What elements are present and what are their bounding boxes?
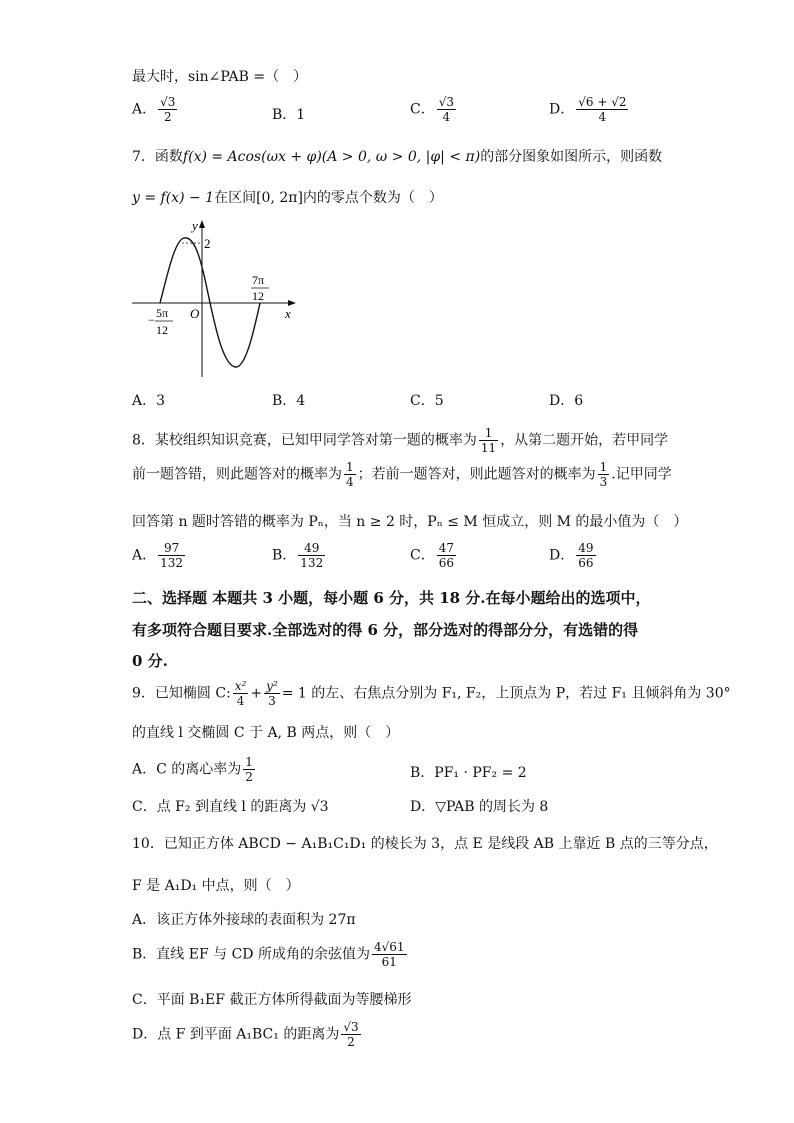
q7-line2: y = f(x) − 1在区间[0, 2π]内的零点个数为（ ） <box>132 190 443 206</box>
q8-line2: 前一题答错，则此题答对的概率为 $\frac{1}{4}$ ；若前一题答对，则此题答对的概率为 $\frac{1}{3}$ .记甲同学 <box>132 460 672 489</box>
q7-option-c: C．5 <box>410 393 444 409</box>
q6-option-b: B．1 <box>272 107 306 123</box>
q6-option-c: C． $\frac{√3}{4}$ <box>410 95 454 124</box>
q8-line3: 回答第 n 题时答错的概率为 Pₙ，当 n ≥ 2 时，Pₙ ≤ M 恒成立，则 M 的最小值为（ ） <box>132 514 688 530</box>
q6-tail-text: 最大时，sin∠PAB =（ ） <box>132 69 308 85</box>
q10-line1: 10．已知正方体 ABCD − A₁B₁C₁D₁ 的棱长为 3，点 E 是线段 AB 上靠近 B 点的三等分点， <box>132 836 718 852</box>
q7-option-d: D．6 <box>549 393 584 409</box>
q7-option-a: A．3 <box>132 393 166 409</box>
cosine-curve <box>160 238 260 367</box>
q8-option-d: D． $\frac{49}{66}$ <box>549 541 594 570</box>
right-tick-denominator: 12 <box>252 289 264 303</box>
q8-option-a: A． $\frac{97}{132}$ <box>132 541 184 570</box>
y-axis-label: y <box>192 218 198 233</box>
max-value-label: 2 <box>204 236 211 251</box>
q6-option-a: A． $\frac{√3}{2}$ <box>132 95 176 124</box>
left-tick-sign: − <box>148 313 155 327</box>
y-axis-arrow-icon <box>199 220 205 228</box>
q9-option-d: D．▽PAB 的周长为 8 <box>410 799 549 815</box>
q8-option-b: B． $\frac{49}{132}$ <box>272 541 324 570</box>
q10-option-c: C．平面 B₁EF 截正方体所得截面为等腰梯形 <box>132 992 412 1008</box>
section2-line2: 有多项符合题目要求.全部选对的得 6 分，部分选对的得部分分，有选错的得 <box>132 621 639 639</box>
left-tick-numerator: 5π <box>156 306 169 320</box>
left-tick-denominator: 12 <box>156 323 168 337</box>
section2-line3: 0 分. <box>132 652 168 670</box>
q9-line2: 的直线 l 交椭圆 C 于 A, B 两点，则（ ） <box>132 725 400 741</box>
q8-option-c: C． $\frac{47}{66}$ <box>410 541 454 570</box>
q9-line1: 9．已知椭圆 C: $\frac{\text{x²}}{4}$ + $\frac{\text{y²}}{3}$ = 1 的左、右焦点分别为 F₁, F₂，上顶点为 P，若过 F₁ 且倾斜角为 30° <box>132 679 731 708</box>
q7-option-b: B．4 <box>272 393 306 409</box>
x-axis-label: x <box>285 306 291 321</box>
origin-label: O <box>190 306 200 321</box>
q10-line2: F 是 A₁D₁ 中点，则（ ） <box>132 878 300 894</box>
q9-option-b: B．PF₁ · PF₂ = 2 <box>410 765 527 781</box>
right-tick-numerator: 7π <box>252 273 265 287</box>
q9-option-c: C．点 F₂ 到直线 l 的距离为 √3 <box>132 799 329 815</box>
q7-graph <box>130 212 310 382</box>
q6-option-d: D． $\frac{√6 + √2}{4}$ <box>549 95 627 124</box>
q7-line1: 7．函数f(x) = Acos(ωx + φ)(A > 0, ω > 0, |φ| < π)的部分图象如图所示，则函数 <box>132 149 663 165</box>
q8-line1: 8．某校组织知识竞赛，已知甲同学答对第一题的概率为 $\frac{1}{11}$ ，从第二题开始，若甲同学 <box>132 426 669 455</box>
q10-option-a: A．该正方体外接球的表面积为 27π <box>132 912 356 928</box>
q9-option-a: A．C 的离心率为 $\frac{1}{2}$ <box>132 755 253 784</box>
q10-option-d: D．点 F 到平面 A₁BC₁ 的距离为 $\frac{√3}{2}$ <box>132 1020 359 1049</box>
section2-line1: 二、选择题 本题共 3 小题，每小题 6 分，共 18 分.在每小题给出的选项中， <box>132 589 651 607</box>
q10-option-b: B．直线 EF 与 CD 所成角的余弦值为 $\frac{4√61}{61}$ <box>132 940 405 969</box>
